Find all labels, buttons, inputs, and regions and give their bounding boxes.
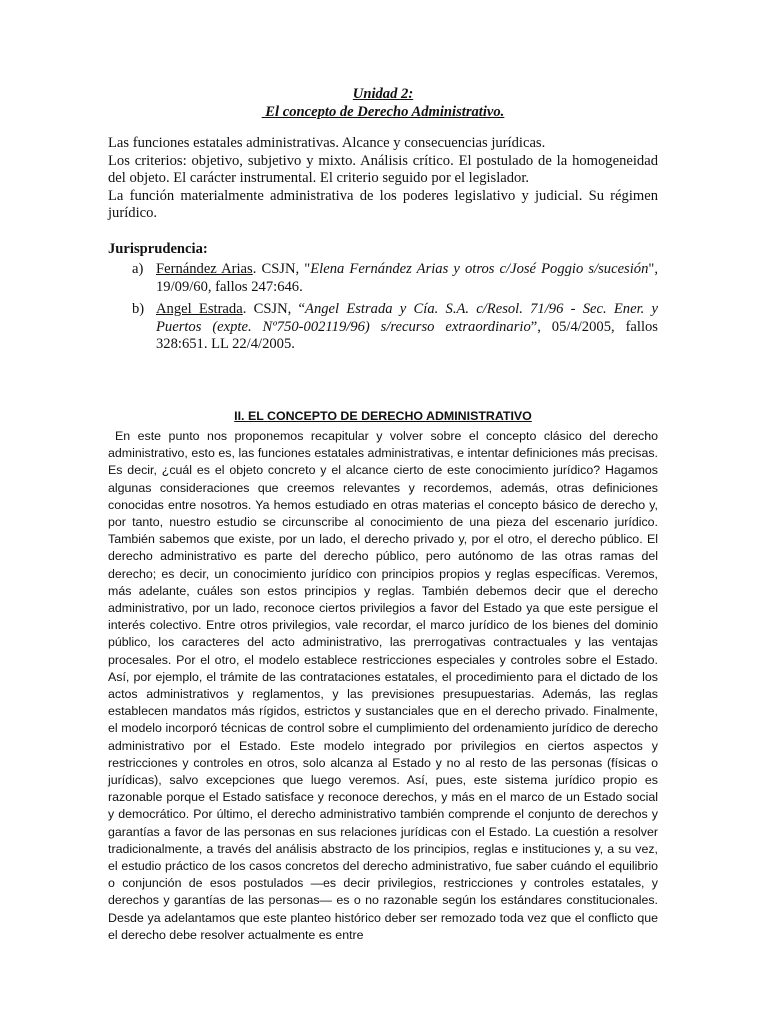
contents-paragraph-3: La función materialmente administrativa de los poderes legislativo y judicial. Su régimen jurídico.: [108, 187, 658, 221]
unit-topic: El concepto de Derecho Administrativo.: [261, 103, 505, 120]
case-court: . CSJN, “: [242, 301, 306, 317]
case-title: Angel Estrada y Cía. S.A. c/Resol. 71/96 - Sec. Ener. y Puertos (expte. Nº750-002119/96) s/recurso extraordinario: [156, 301, 659, 335]
section-body: [108, 428, 658, 944]
unit-contents: [108, 135, 658, 223]
jurisprudence-heading: Jurisprudencia:: [108, 241, 208, 257]
unit-title: Unidad 2:: [352, 86, 414, 102]
body-paragraph: En este punto nos proponemos recapitular y volver sobre el concepto clásico del derecho administrativo, esto es, las funciones estatales administrativas, e intentar definiciones más precisas. Es decir, ¿cuál es el objeto concreto y el alcance cierto de este conocimiento jurídico? Hagamos algunas consideraciones que creemos relevantes y recordemos, además, otras definiciones conocidas entre nosotros. Ya hemos estudiado en otras materias el concepto básico de derecho y, por tanto, nuestro estudio se circunscribe al conocimiento de una pieza del escenario jurídico. También sabemos que existe, por un lado, el derecho privado y, por el otro, el derecho público. El derecho administrativo es parte del derecho público, pero autónomo de las otras ramas del derecho; es decir, un conocimiento jurídico con principios propios y reglas específicas. Veremos, más adelante, cuáles son estos principios y reglas. También debemos decir que el derecho administrativo, por un lado, reconoce ciertos privilegios a favor del Estado ya que este persigue el interés colectivo. Entre otros privilegios, vale recordar, el marco jurídico de los bienes del dominio público, los caracteres del acto administrativo, las prerrogativas contractuales y las ventajas procesales. Por el otro, el modelo establece restricciones especiales y controles sobre el Estado. Así, por ejemplo, el trámite de las contrataciones estatales, el procedimiento para el dictado de los actos administrativos y reglamentos, y las previsiones presupuestarias. Además, las reglas establecen mandatos más rígidos, estrictos y sustanciales que en el derecho privado. Finalmente, el modelo incorporó técnicas de control sobre el cumplimiento del ordenamiento jurídico de derecho administrativo por el Estado. Este modelo integrado por privilegios en ciertos aspectos y restricciones y controles en otros, solo alcanza al Estado y no al resto de las personas (físicas o jurídicas), salvo excepciones que luego veremos. Así, pues, este sistema jurídico propio es razonable porque el Estado satisface y reconoce derechos, y más en el marco de un Estado social y democrático. Por último, el derecho administrativo también comprende el conjunto de derechos y garantías a favor de las personas en sus relaciones jurídicas con el Estado. La cuestión a resolver tradicionalmente, a través del análisis abstracto de los principios, reglas e instituciones y, a su vez, el estudio práctico de los casos concretos del derecho administrativo, fue saber cuándo el equilibrio o conjunción de esos postulados —es decir privilegios, restricciones y controles estatales, y derechos y garantías de las personas— es o no razonable según los estándares constitucionales. Desde ya adelantamos que este planteo histórico deber ser remozado toda vez que el conflicto que el derecho debe resolver actualmente es entre: [108, 429, 658, 942]
unit-header: [108, 86, 658, 121]
section-title: II. EL CONCEPTO DE DERECHO ADMINISTRATIVO: [234, 409, 532, 423]
case-short-name: Fernández Arias: [156, 261, 253, 277]
case-details: ”, 05/4/2005, fallos 328:651. LL 22/4/2005.: [156, 318, 658, 352]
contents-paragraph-1: Las funciones estatales administrativas. Alcance y consecuencias jurídicas.: [108, 135, 546, 151]
list-item-label: a): [132, 261, 144, 277]
list-item: [132, 261, 658, 296]
contents-paragraph-2: Los criterios: objetivo, subjetivo y mixto. Análisis crítico. El postulado de la homogeneidad del objeto. El carácter instrumental. El criterio seguido por el legislador.: [108, 152, 658, 186]
case-title: Elena Fernández Arias y otros c/José Poggio s/sucesión: [310, 261, 649, 277]
jurisprudence-list: [132, 261, 658, 359]
list-item: [132, 301, 658, 354]
case-court: . CSJN, ": [252, 261, 311, 277]
case-details: ", 19/09/60, fallos 247:646.: [156, 261, 658, 295]
case-short-name: Angel Estrada: [156, 301, 243, 317]
list-item-label: b): [132, 301, 145, 317]
